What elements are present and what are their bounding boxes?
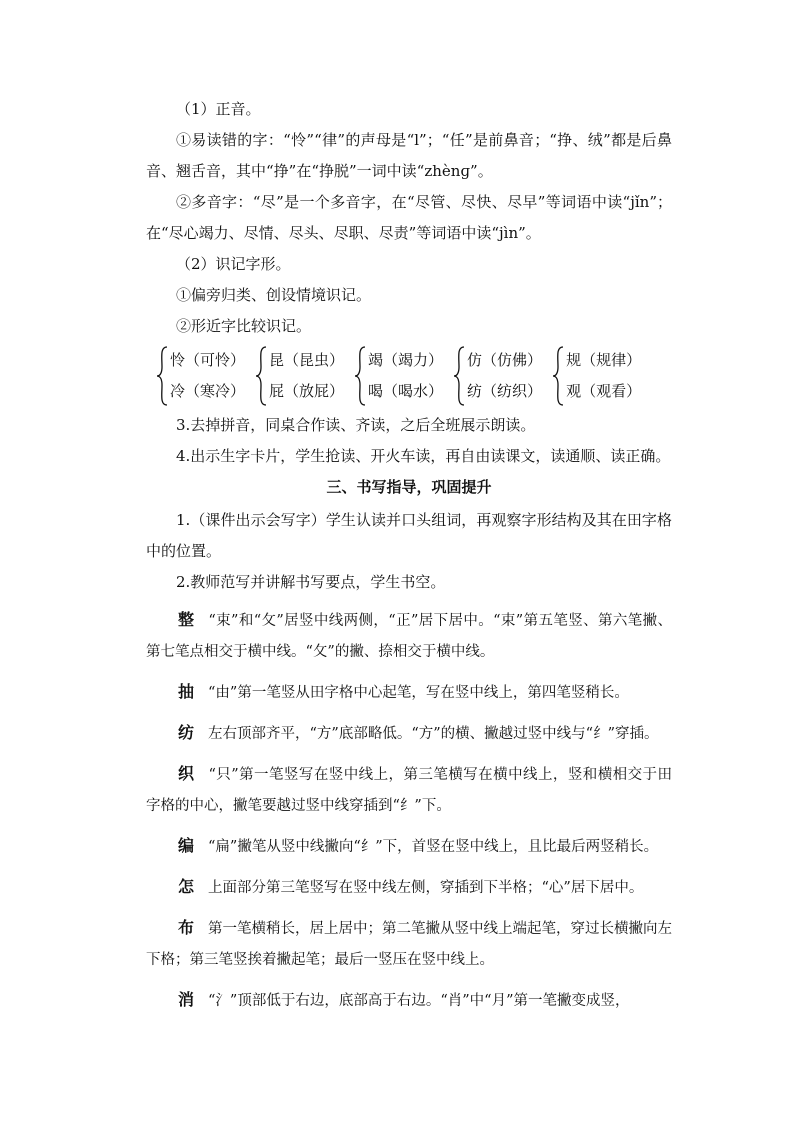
compare-group-2: [255, 345, 344, 407]
left-brace-icon: [255, 345, 267, 407]
char-entry: [146, 912, 672, 976]
compare-group-4: [453, 345, 542, 407]
char-note: “只”第一笔竖写在竖中线上，第三笔横写在横中线上，竖和横相交于田字格的中心，撇笔要越过竖中线穿插到“纟”下。: [146, 767, 672, 814]
writing-step-2: 2.教师范写并讲解书写要点，学生书空。: [176, 573, 446, 591]
part1-easy-misread: ①易读错的字：“怜”“律”的声母是“l”；“任”是前鼻音；“挣、绒”都是后鼻音、翘舌音，其中“挣”在“挣脱”一词中读“zhènɡ”。: [146, 131, 672, 180]
char-glyph: 编: [178, 836, 195, 855]
compare-word-top: 竭（竭力）: [368, 351, 444, 369]
writing-step-1: 1.（课件出示会写字）学生认读并口头组词，再观察字形结构及其在田字格中的位置。: [146, 511, 672, 560]
reading-steps: [146, 410, 672, 472]
part2-method2: ②形近字比较识记。: [176, 317, 312, 335]
compare-word-bottom: 纺（纺织）: [467, 382, 543, 400]
writing-guidance: [146, 505, 672, 598]
char-entry: [146, 676, 672, 709]
char-glyph: 消: [178, 990, 195, 1009]
char-glyph: 织: [178, 764, 195, 783]
compare-word-top: 怜（可怜）: [170, 351, 246, 369]
char-entry: [146, 717, 672, 750]
compare-word-bottom: 观（观看）: [566, 382, 642, 400]
compare-word-top: 仿（仿佛）: [467, 351, 543, 369]
char-glyph: 整: [178, 610, 195, 629]
section-title: 三、书写指导，巩固提升: [326, 478, 492, 496]
left-brace-icon: [453, 345, 465, 407]
char-note: “氵”顶部低于右边，底部高于右边。“肖”中“月”第一笔撇变成竖，: [208, 993, 630, 1009]
compare-group-3: [354, 345, 443, 407]
similar-character-comparison: [156, 345, 676, 407]
char-glyph: 怎: [178, 877, 195, 896]
character-guide-list: [146, 604, 672, 1025]
part1-polyphone: ②多音字：“尽”是一个多音字，在“尽管、尽快、尽早”等词语中读“jǐn”；在“尽心竭力、尽情、尽头、尽职、尽责”等词语中读“jìn”。: [146, 193, 672, 242]
step-3: 3.去掉拼音，同桌合作读、齐读，之后全班展示朗读。: [176, 416, 536, 434]
char-entry: [146, 984, 672, 1017]
char-glyph: 纺: [178, 723, 195, 742]
compare-group-1: [156, 345, 245, 407]
char-note: “扁”撇笔从竖中线撇向“纟”下，首竖在竖中线上，且比最后两竖稍长。: [208, 839, 659, 855]
part2-heading: （2）识记字形。: [176, 255, 291, 273]
compare-group-5: [552, 345, 641, 407]
char-glyph: 布: [178, 918, 195, 937]
char-entry: [146, 604, 672, 668]
compare-word-bottom: 冷（寒冷）: [170, 382, 246, 400]
char-glyph: 抽: [178, 682, 195, 701]
char-note: 上面部分第三笔竖写在竖中线左侧，穿插到下半格；“心”居下居中。: [208, 880, 644, 896]
pronunciation-section: [146, 94, 672, 342]
char-entry: [146, 830, 672, 863]
compare-word-bottom: 喝（喝水）: [368, 382, 444, 400]
char-note: “由”第一笔竖从田字格中心起笔，写在竖中线上，第四笔竖稍长。: [208, 685, 629, 701]
char-entry: [146, 758, 672, 822]
compare-word-top: 昆（昆虫）: [269, 351, 345, 369]
char-note: “束”和“攵”居竖中线两侧，“正”居下居中。“束”第五笔竖、第六笔撇、第七笔点相交于横中线。“攵”的撇、捺相交于横中线。: [146, 613, 672, 660]
left-brace-icon: [552, 345, 564, 407]
char-entry: [146, 871, 672, 904]
compare-word-bottom: 屁（放屁）: [269, 382, 345, 400]
compare-word-top: 规（规律）: [566, 351, 642, 369]
step-4: 4.出示生字卡片，学生抢读、开火车读，再自由读课文，读通顺、读正确。: [176, 447, 671, 465]
left-brace-icon: [156, 345, 168, 407]
char-note: 左右顶部齐平，“方”底部略低。“方”的横、撇越过竖中线与“纟”穿插。: [208, 726, 659, 742]
char-note: 第一笔横稍长，居上居中；第二笔撇从竖中线上端起笔，穿过长横撇向左下格；第三笔竖挨着撇起笔；最后一竖压在竖中线上。: [146, 921, 673, 968]
left-brace-icon: [354, 345, 366, 407]
part2-method1: ①偏旁归类、创设情境识记。: [176, 286, 372, 304]
part1-heading: （1）正音。: [176, 100, 261, 118]
